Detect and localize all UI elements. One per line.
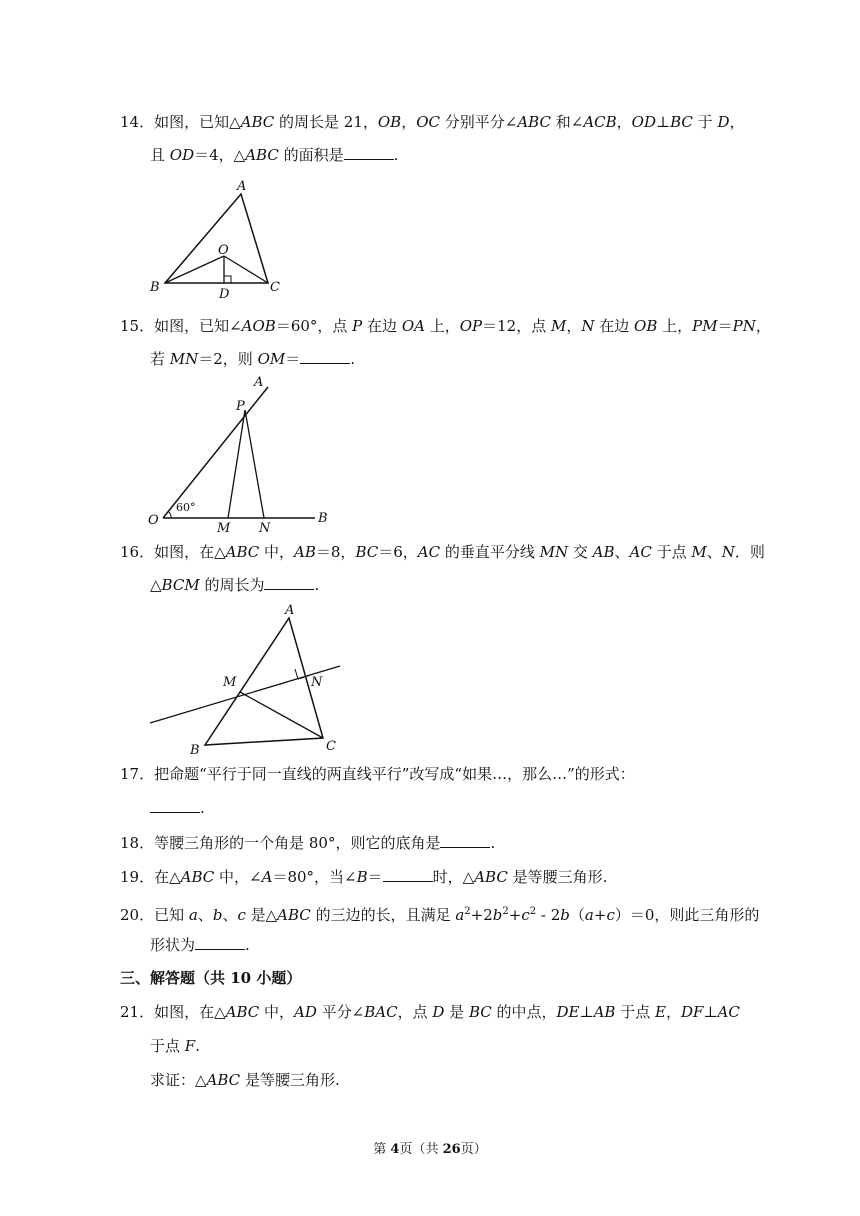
q15-label-n: N	[259, 521, 271, 535]
q17-line1: 17．把命题“平行于同一直线的两直线平行”改写成“如果…，那么…”的形式：	[120, 765, 635, 783]
q15-figure	[140, 370, 340, 535]
q15-label-p: P	[236, 399, 245, 414]
q16-line1: 16．如图，在△ABC 中，AB＝8，BC＝6，AC 的垂直平分线 MN 交 AB、AC 于点 M、N．则	[120, 543, 765, 561]
q16-figure	[145, 598, 345, 756]
answer-blank[interactable]	[150, 798, 200, 813]
q15-line2: 若 MN＝2，则 OM＝ .	[150, 350, 356, 368]
q21-line2: 于点 F.	[150, 1037, 200, 1055]
answer-blank[interactable]	[383, 867, 433, 882]
q14-label-o: O	[218, 243, 229, 258]
answer-blank[interactable]	[264, 575, 314, 590]
answer-blank[interactable]	[440, 833, 490, 848]
q16-label-a: A	[285, 603, 295, 618]
q14-label-b: B	[150, 280, 160, 295]
q17-line2: .	[150, 798, 205, 818]
q16-label-c: C	[326, 739, 336, 754]
q14-figure	[140, 176, 300, 298]
q14-label-d: D	[219, 287, 230, 298]
q14-line2: 且 OD＝4，△ABC 的面积是 .	[150, 146, 399, 164]
section-heading: 三、解答题（共 10 小题）	[120, 969, 302, 987]
answer-blank[interactable]	[300, 349, 350, 364]
q15-label-b: B	[318, 511, 328, 526]
q16-label-n: N	[311, 675, 323, 690]
q21-line1: 21．如图，在△ABC 中，AD 平分∠BAC，点 D 是 BC 的中点，DE⊥AB 于点 E，DF⊥AC	[120, 1003, 740, 1021]
q16-line2: △BCM 的周长为 .	[150, 576, 320, 594]
answer-blank[interactable]	[344, 145, 394, 160]
q16-label-m: M	[223, 675, 237, 690]
answer-blank[interactable]	[195, 935, 245, 950]
q15-label-m: M	[217, 521, 231, 535]
q20-line2: 形状为 .	[150, 936, 250, 954]
q15-angle-label: 60°	[176, 501, 196, 514]
q15-line1: 15．如图，已知∠AOB＝60°，点 P 在边 OA 上，OP＝12，点 M，N 在边 OB 上，PM＝PN，	[120, 317, 771, 335]
q21-line3: 求证：△ABC 是等腰三角形.	[150, 1071, 340, 1089]
q18-line: 18．等腰三角形的一个角是 80°，则它的底角是 .	[120, 834, 496, 852]
q14-label-c: C	[270, 280, 280, 295]
q14-label-a: A	[237, 179, 247, 194]
q15-label-o: O	[148, 513, 159, 528]
q16-label-b: B	[190, 743, 200, 756]
q19-line: 19．在△ABC 中，∠A＝80°，当∠B＝ 时，△ABC 是等腰三角形.	[120, 868, 608, 886]
q15-label-a: A	[254, 375, 264, 390]
q20-line1: 20．已知 a、b、c 是△ABC 的三边的长，且满足 $a^2+2b^2+c^2$ ‑ 2b（a+c）＝0，则此三角形的	[120, 906, 760, 924]
page-footer: 第 4页（共 26页）	[373, 1142, 487, 1157]
q14-line1: 14．如图，已知△ABC 的周长是 21，OB，OC 分别平分∠ABC 和∠ACB，OD⊥BC 于 D，	[120, 113, 745, 131]
